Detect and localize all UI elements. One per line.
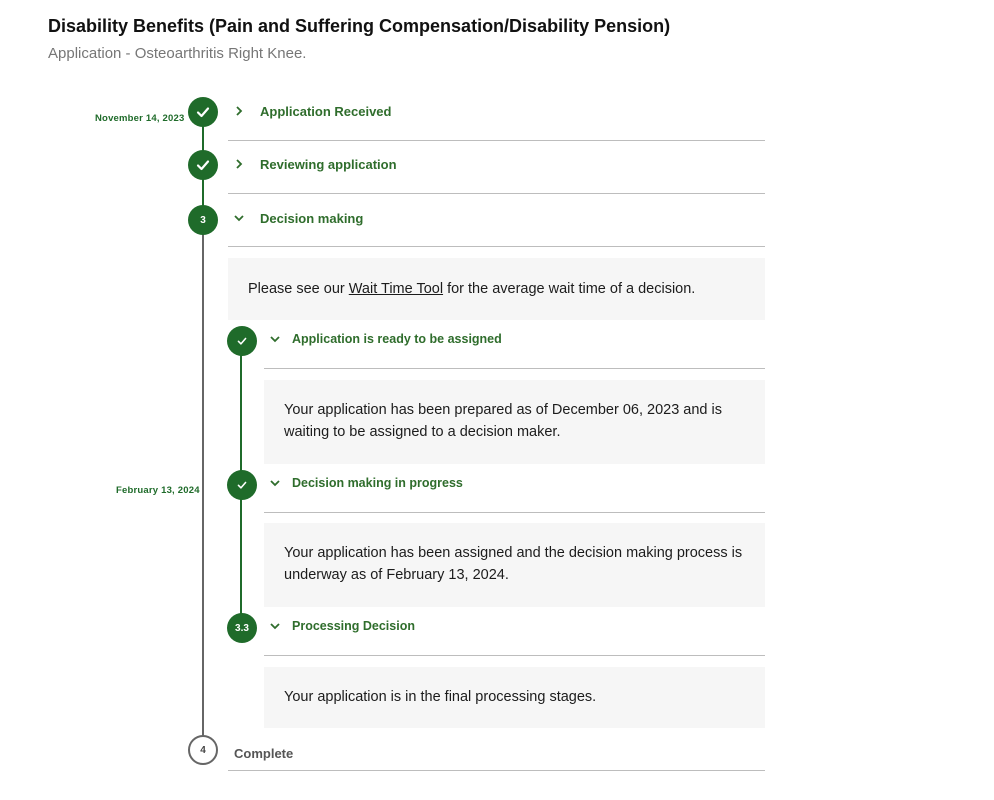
substep-text: Your application has been assigned and the decision making process is underway as of February 13, 2024. <box>284 545 743 583</box>
step-number-badge: 3 <box>188 205 218 235</box>
timeline-line-pending <box>202 220 204 750</box>
divider <box>264 512 765 513</box>
chevron-right-icon <box>232 158 246 170</box>
page-subtitle: Application - Osteoarthritis Right Knee. <box>48 45 307 62</box>
substep-detail-panel <box>264 667 765 728</box>
substep-toggle-ready-to-assign[interactable] <box>268 327 502 351</box>
substep-complete-check-icon <box>227 470 257 500</box>
substep-date: February 13, 2024 <box>116 485 200 496</box>
step-toggle-reviewing-application[interactable] <box>232 152 397 176</box>
chevron-down-icon <box>268 334 282 344</box>
chevron-down-icon <box>268 621 282 631</box>
substep-detail-panel <box>264 523 765 607</box>
substep-text: Your application has been prepared as of December 06, 2023 and is waiting to be assigned to a decision maker. <box>284 402 722 440</box>
step-date: November 14, 2023 <box>95 113 185 124</box>
divider <box>264 655 765 656</box>
divider <box>228 246 765 247</box>
step-label: Complete <box>234 745 294 761</box>
substep-label: Decision making in progress <box>292 476 463 490</box>
step-toggle-application-received[interactable] <box>232 99 391 123</box>
substep-label: Processing Decision <box>292 619 415 633</box>
step-label: Decision making <box>260 210 364 226</box>
substep-label: Application is ready to be assigned <box>292 332 502 346</box>
step-label: Reviewing application <box>260 156 397 172</box>
substep-number-badge: 3.3 <box>227 613 257 643</box>
substep-text: Your application is in the final processing stages. <box>284 689 597 705</box>
page-title: Disability Benefits (Pain and Suffering Compensation/Disability Pension) <box>48 16 671 36</box>
step-intro-panel <box>228 258 765 320</box>
divider <box>228 140 765 141</box>
chevron-right-icon <box>232 105 246 117</box>
step-label: Application Received <box>260 103 392 119</box>
step-label-complete <box>234 741 293 765</box>
chevron-down-icon <box>268 478 282 488</box>
divider <box>228 193 765 194</box>
intro-text-after: for the average wait time of a decision. <box>443 281 696 297</box>
step-toggle-decision-making[interactable] <box>232 206 363 230</box>
divider <box>228 770 765 771</box>
step-complete-check-icon <box>188 97 218 127</box>
substep-detail-panel <box>264 380 765 464</box>
step-number-badge: 4 <box>188 735 218 765</box>
substep-toggle-in-progress[interactable] <box>268 471 463 495</box>
wait-time-tool-link[interactable]: Wait Time Tool <box>348 281 444 297</box>
chevron-down-icon <box>232 213 246 223</box>
intro-text-before: Please see our <box>248 281 349 297</box>
divider <box>264 368 765 369</box>
step-complete-check-icon <box>188 150 218 180</box>
substep-toggle-processing-decision[interactable] <box>268 614 415 638</box>
substep-complete-check-icon <box>227 326 257 356</box>
